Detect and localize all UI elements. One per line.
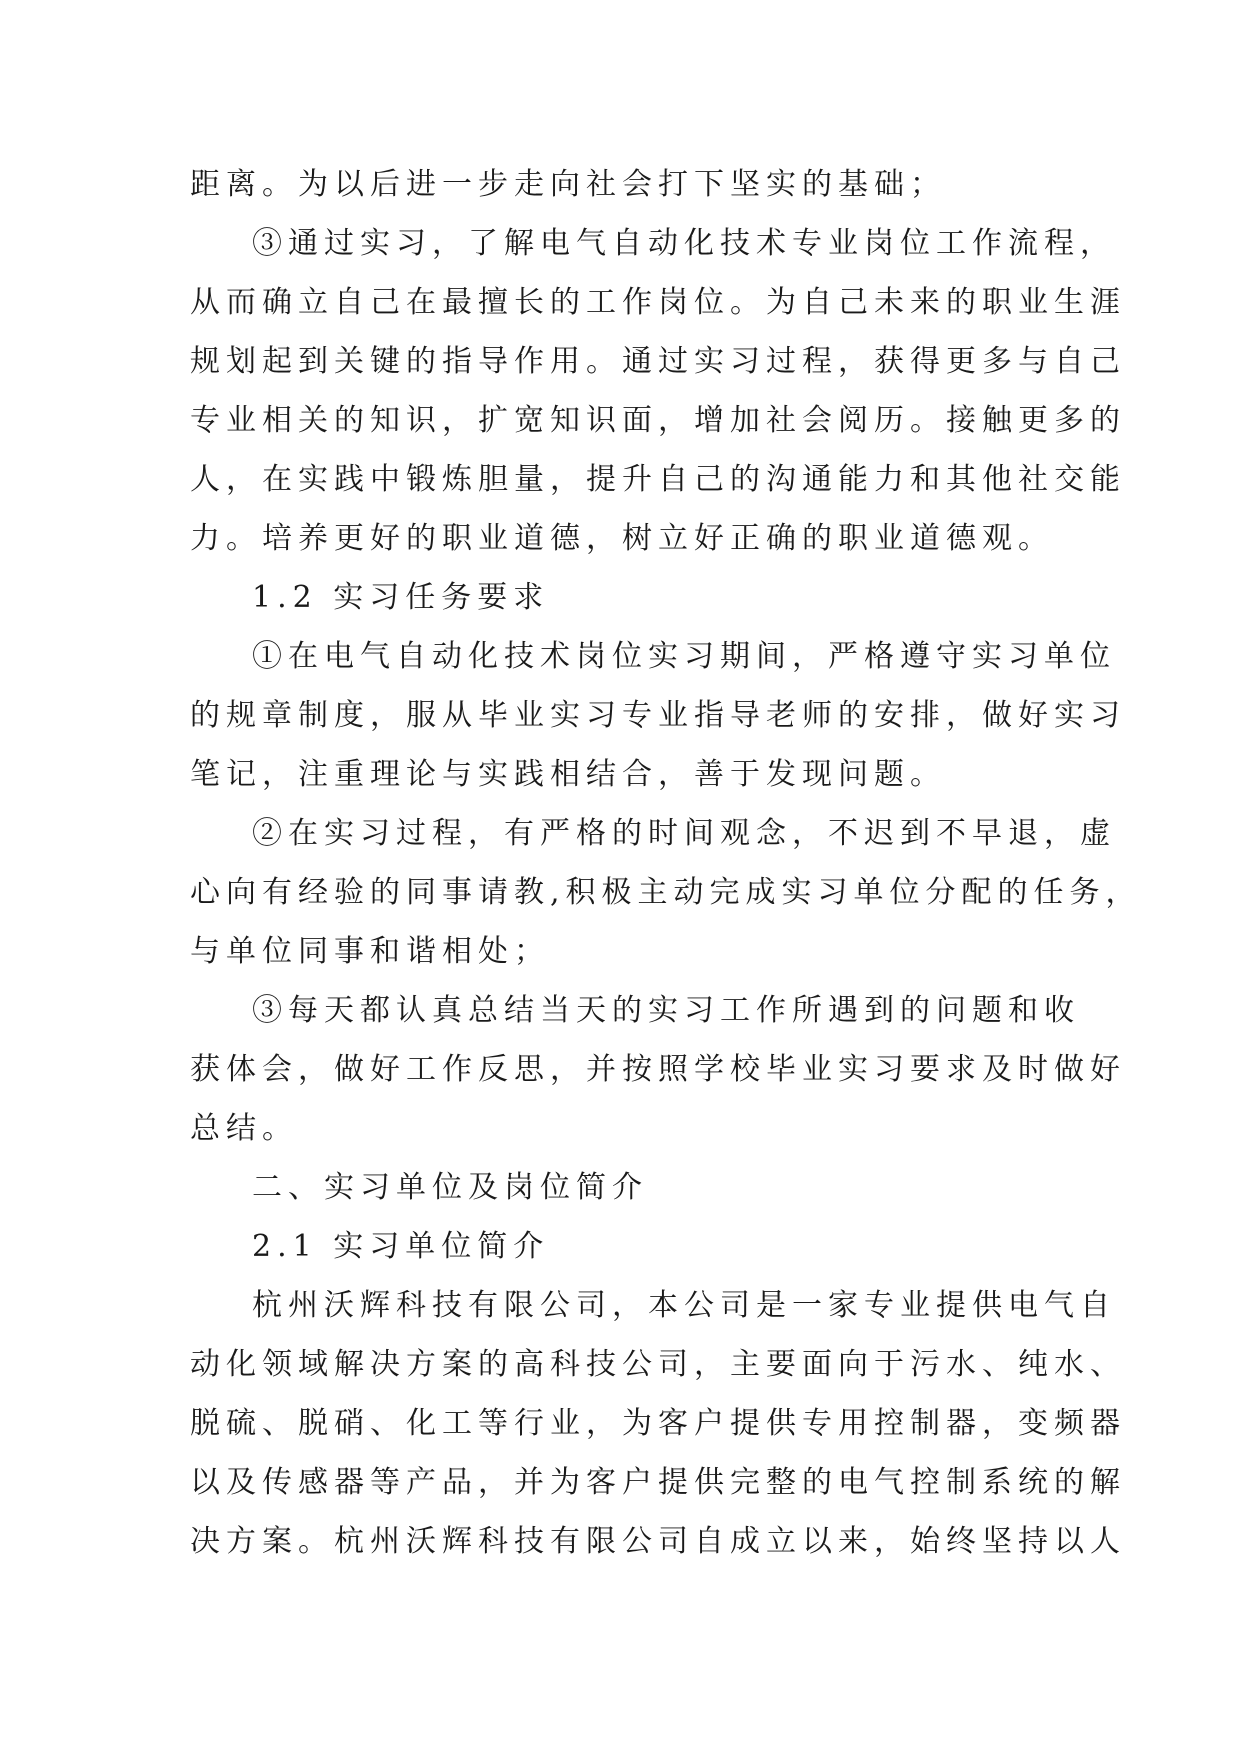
text-line: 以及传感器等产品，并为客户提供完整的电气控制系统的解 [190, 1465, 1126, 1500]
text-line: 决方案。杭州沃辉科技有限公司自成立以来，始终坚持以人 [190, 1524, 1126, 1559]
text-line: 杭州沃辉科技有限公司，本公司是一家专业提供电气自 [252, 1288, 1116, 1323]
text-line: 2.1 实习单位简介 [252, 1229, 550, 1264]
text-line: 力。培养更好的职业道德，树立好正确的职业道德观。 [190, 521, 1054, 556]
text-line: 专业相关的知识，扩宽知识面，增加社会阅历。接触更多的 [190, 403, 1126, 438]
text-line: 心向有经验的同事请教,积极主动完成实习单位分配的任务， [190, 875, 1142, 910]
text-line: ③通过实习，了解电气自动化技术专业岗位工作流程， [252, 226, 1116, 261]
text-line: 笔记，注重理论与实践相结合，善于发现问题。 [190, 757, 946, 792]
text-line: 获体会，做好工作反思，并按照学校毕业实习要求及时做好 [190, 1052, 1126, 1087]
text-line: 动化领域解决方案的高科技公司，主要面向于污水、纯水、 [190, 1347, 1126, 1382]
text-line: 二、实习单位及岗位简介 [252, 1170, 648, 1205]
text-line: ①在电气自动化技术岗位实习期间，严格遵守实习单位 [252, 639, 1116, 674]
text-line: ②在实习过程，有严格的时间观念，不迟到不早退，虚 [252, 816, 1116, 851]
text-line: 脱硫、脱硝、化工等行业，为客户提供专用控制器，变频器 [190, 1406, 1126, 1441]
text-line: 的规章制度，服从毕业实习专业指导老师的安排，做好实习 [190, 698, 1126, 733]
text-line: 规划起到关键的指导作用。通过实习过程，获得更多与自己 [190, 344, 1126, 379]
text-line: 总结。 [190, 1111, 298, 1146]
text-line: 从而确立自己在最擅长的工作岗位。为自己未来的职业生涯 [190, 285, 1126, 320]
document-body [190, 155, 1142, 1571]
text-line: 与单位同事和谐相处； [190, 934, 550, 969]
text-line: ③每天都认真总结当天的实习工作所遇到的问题和收 [252, 993, 1080, 1028]
text-line: 1.2 实习任务要求 [252, 580, 550, 615]
text-line: 距离。为以后进一步走向社会打下坚实的基础； [190, 167, 946, 202]
text-line: 人，在实践中锻炼胆量，提升自己的沟通能力和其他社交能 [190, 462, 1126, 497]
